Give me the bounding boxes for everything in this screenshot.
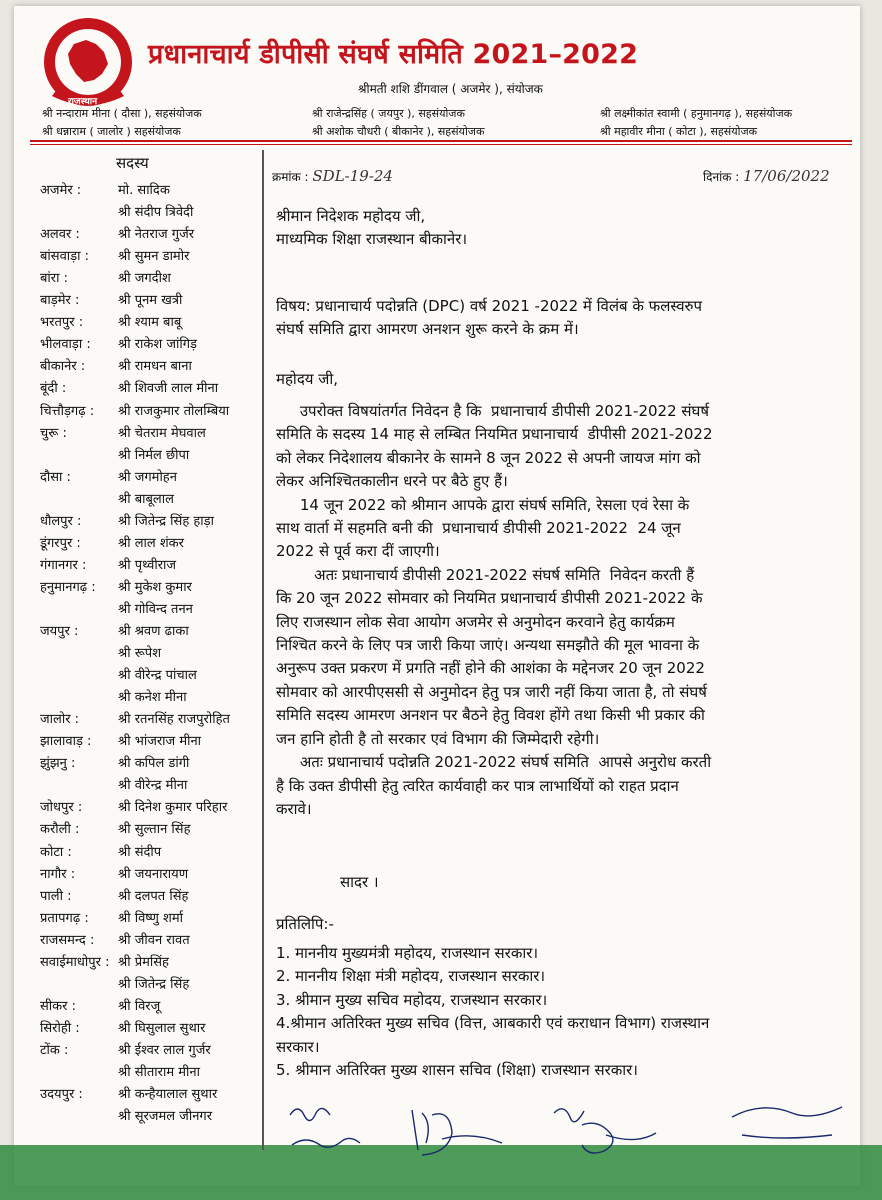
member-district: टोंक : (40, 1042, 69, 1058)
member-name: श्री वीरेन्द्र मीना (118, 778, 188, 794)
reference-number (272, 167, 393, 185)
member-name: श्री घिसुलाल सुथार (118, 1020, 206, 1036)
co-convener-5: श्री लक्ष्मीकांत स्वामी ( हनुमानगढ़ ), सहसंयोजक (600, 107, 793, 120)
member-district: बांरा : (40, 271, 68, 287)
member-name: श्री जगदीश (118, 271, 171, 287)
cc-line: 4.श्रीमान अतिरिक्त मुख्य सचिव (वित्त, आबकारी एवं कराधान विभाग) राजस्थान (276, 1014, 710, 1033)
member-district: बूंदी : (40, 381, 67, 397)
member-name: श्री ईश्वर लाल गुर्जर (118, 1042, 211, 1058)
member-name: श्री विरजू (118, 998, 161, 1014)
member-district: जयपुर : (40, 624, 79, 639)
date-value: 17/06/2022 (743, 167, 830, 185)
body-line: अनुरूप उक्त प्रकरण में प्रगति नहीं होने की आशंका के मद्देनजर 20 जून 2022 (276, 659, 705, 678)
member-district: बांसवाड़ा : (40, 249, 90, 265)
member-district: जालोर : (40, 712, 80, 728)
body-line: लेकर अनिश्चितकालीन धरने पर बैठे हुए हैं। (276, 472, 508, 491)
reference-value: SDL-19-24 (312, 167, 393, 185)
member-name: श्री कनेश मीना (118, 690, 187, 706)
member-district: उदयपुर : (40, 1087, 83, 1103)
members-heading: सदस्य (116, 154, 149, 172)
letter-date (703, 167, 830, 185)
member-name: श्री रामधन बाना (118, 359, 192, 375)
body-line: अतः प्रधानाचार्य पदोन्नति 2021-2022 संघर्ष समिति आपसे अनुरोध करती (276, 753, 712, 772)
body-line: समिति सदस्य आमरण अनशन पर बैठने हेतु विवश होंगे तथा किसी भी प्रकार की (276, 706, 705, 725)
address-block (276, 205, 836, 252)
member-district: चुरू : (40, 425, 67, 441)
address-line-1: श्रीमान निदेशक महोदय जी, (276, 207, 426, 225)
co-convener-2: श्री धन्नाराम ( जालोर ) सहसंयोजक (42, 125, 181, 138)
member-district: अलवर : (40, 227, 80, 243)
member-name: श्री जितेन्द्र सिंह हाड़ा (118, 513, 214, 529)
header-divider (30, 140, 852, 142)
cc-line: 1. माननीय मुख्यमंत्री महोदय, राजस्थान सरकार। (276, 944, 539, 962)
co-convener-4: श्री अशोक चौधरी ( बीकानेर ), सहसंयोजक (312, 125, 485, 138)
member-name: श्री लाल शंकर (118, 535, 184, 551)
signatures (262, 1095, 862, 1165)
member-name: श्री जयनारायण (118, 866, 189, 882)
cc-list (276, 942, 836, 1082)
address-line-2: माध्यमिक शिक्षा राजस्थान बीकानेर। (276, 230, 468, 249)
member-name: श्री श्रवण ढाका (118, 624, 189, 639)
page-title: प्रधानाचार्य डीपीसी संघर्ष समिति 2021–2022 (148, 39, 639, 70)
body-line: करावे। (276, 799, 312, 818)
member-name: श्री संदीप (118, 844, 162, 860)
body-line: कि 20 जून 2022 सोमवार को नियमित प्रधानाचार्य डीपीसी 2021-2022 के (276, 589, 703, 608)
member-name: श्री मुकेश कुमार (118, 579, 192, 595)
body-line: सोमवार को आरपीएससी से अनुमोदन हेतु पत्र जारी नहीं किया जाता है, तो संघर्ष (276, 682, 707, 701)
subject-line-1: विषय: प्रधानाचार्य पदोन्नति (DPC) वर्ष 2021 -2022 में विलंब के फलस्वरुप (276, 297, 703, 315)
emblem-text: राजस्थान (68, 97, 98, 107)
convener-line: श्रीमती शशि डींगवाल ( अजमेर ), संयोजक (358, 82, 543, 96)
member-district: करौली : (40, 822, 80, 838)
subject-block (276, 295, 836, 342)
member-district: भीलवाड़ा : (40, 337, 91, 353)
member-district: बीकानेर : (40, 359, 86, 375)
member-district: भरतपुर : (40, 315, 84, 331)
member-district: झालावाड़ : (40, 734, 92, 750)
member-district: सिरोही : (40, 1020, 80, 1036)
co-convener-1: श्री नन्दाराम मीना ( दौसा ), सहसंयोजक (42, 107, 202, 120)
body-line: जन हानि होती है तो सरकार एवं विभाग की जिम्मेदारी रहेगी। (276, 729, 600, 748)
header-divider-thin (30, 144, 852, 145)
member-district: डूंगरपुर : (40, 535, 81, 551)
member-district: गंगानगर : (40, 557, 87, 573)
date-label: दिनांक : (703, 170, 740, 184)
body-line: समिति के सदस्य 14 माह से लम्बित नियमित प्रधानाचार्य डीपीसी 2021-2022 (276, 425, 713, 444)
member-name: श्री कन्हैयालाल सुथार (118, 1087, 218, 1103)
member-district: झुंझनु : (40, 756, 76, 772)
letter-body (276, 400, 836, 821)
member-name: श्री नेतराज गुर्जर (118, 227, 195, 243)
member-district: अजमेर : (40, 183, 82, 198)
member-name: श्री जीवन रावत (118, 932, 190, 948)
closing: सादर । (340, 873, 379, 891)
column-divider (262, 150, 264, 1150)
body-line: को लेकर निदेशालय बीकानेर के सामने 8 जून 2022 से अपनी जायज मांग को (276, 448, 701, 467)
member-district: जोधपुर : (40, 800, 83, 816)
member-district: सवाईमाधोपुर : (40, 954, 110, 970)
member-name: श्री गोविन्द तनन (118, 601, 193, 617)
member-name: श्री भांजराज मीना (118, 734, 202, 750)
member-district: प्रतापगढ़ : (40, 910, 89, 926)
body-line: 14 जून 2022 को श्रीमान आपके द्वारा संघर्ष समिति, रेसला एवं रेसा के (276, 495, 690, 514)
member-name: श्री पूनम खत्री (118, 293, 183, 309)
member-name: श्री रूपेश (118, 646, 162, 662)
cc-line: 2. माननीय शिक्षा मंत्री महोदय, राजस्थान सरकार। (276, 967, 546, 986)
member-name: श्री शिवजी लाल मीना (118, 381, 219, 397)
member-name: श्री चेतराम मेघवाल (118, 425, 206, 441)
body-line: निश्चित करने के लिए पत्र जारी किया जाएं। अन्यथा समझौते की मूल भावना के (276, 636, 700, 655)
body-line: है कि उक्त डीपीसी हेतु त्वरित कार्यवाही कर पात्र लाभार्थियों को राहत प्रदान (276, 776, 679, 795)
salutation: महोदय जी, (276, 370, 339, 388)
co-convener-6: श्री महावीर मीना ( कोटा ), सहसंयोजक (600, 125, 758, 138)
member-name: मो. सादिक (118, 183, 170, 198)
member-name: श्री वीरेन्द्र पांचाल (118, 668, 197, 684)
member-name: श्री सीताराम मीना (118, 1065, 200, 1080)
reference-label: क्रमांक : (272, 170, 309, 184)
member-name: श्री निर्मल छीपा (118, 447, 190, 463)
member-name: श्री कपिल डांगी (118, 756, 190, 772)
member-district: कोटा : (40, 844, 72, 860)
member-name: श्री राजकुमार तोलम्बिया (118, 403, 230, 419)
cc-heading: प्रतिलिपि:- (276, 915, 334, 933)
body-line: 2022 से पूर्व करा दीं जाएगी। (276, 542, 440, 561)
body-line: अतः प्रधानाचार्य डीपीसी 2021-2022 संघर्ष समिति निवेदन करती हैं (276, 565, 695, 584)
subject-line-2: संघर्ष समिति द्वारा आमरण अनशन शुरू करने के क्रम में। (276, 320, 579, 339)
member-district: दौसा : (40, 469, 71, 485)
body-line: साथ वार्ता में सहमति बनी की प्रधानाचार्य डीपीसी 2021-2022 24 जून (276, 519, 681, 538)
body-line: उपरोक्त विषयांतर्गत निवेदन है कि प्रधानाचार्य डीपीसी 2021-2022 संघर्ष (276, 402, 710, 420)
member-name: श्री प्रेमसिंह (118, 954, 169, 970)
member-name: श्री जगमोहन (118, 469, 177, 485)
member-district: बाड़मेर : (40, 293, 80, 309)
member-name: श्री सुमन डामोर (118, 249, 190, 265)
member-name: श्री जितेन्द्र सिंह (118, 976, 190, 992)
member-name: श्री श्याम बाबू (118, 315, 182, 331)
member-district: धौलपुर : (40, 513, 82, 529)
member-district: पाली : (40, 888, 72, 904)
member-district: नागौर : (40, 866, 76, 882)
member-district: चित्तौड़गढ़ : (40, 403, 95, 419)
member-name: श्री दिनेश कुमार परिहार (118, 800, 228, 816)
member-district: राजसमन्द : (40, 932, 95, 948)
cc-line: 3. श्रीमान मुख्य सचिव महोदय, राजस्थान सरकार। (276, 990, 548, 1009)
member-name: श्री सुल्तान सिंह (118, 822, 191, 838)
cc-line: 5. श्रीमान अतिरिक्त मुख्य शासन सचिव (शिक्षा) राजस्थान सरकार। (276, 1061, 638, 1080)
member-name: श्री विष्णु शर्मा (118, 910, 183, 926)
member-name: श्री रतनसिंह राजपुरोहित (118, 712, 230, 728)
member-name: श्री राकेश जांगिड़ (118, 337, 197, 353)
member-district: हनुमानगढ़ : (40, 579, 96, 595)
member-district: सीकर : (40, 998, 76, 1014)
cc-line: सरकार। (276, 1037, 320, 1056)
member-name: श्री पृथ्वीराज (118, 557, 177, 573)
member-name: श्री बाबूलाल (118, 491, 174, 507)
member-name: श्री सूरजमल जीनगर (118, 1109, 213, 1125)
body-line: लिए राजस्थान लोक सेवा आयोग अजमेर से अनुमोदन करवाने हेतु कार्यक्रम (276, 612, 675, 631)
member-name: श्री संदीप त्रिवेदी (118, 205, 194, 221)
co-convener-3: श्री राजेन्द्रसिंह ( जयपुर ), सहसंयोजक (312, 107, 465, 120)
committee-emblem-icon (38, 14, 138, 114)
member-name: श्री दलपत सिंह (118, 888, 189, 904)
